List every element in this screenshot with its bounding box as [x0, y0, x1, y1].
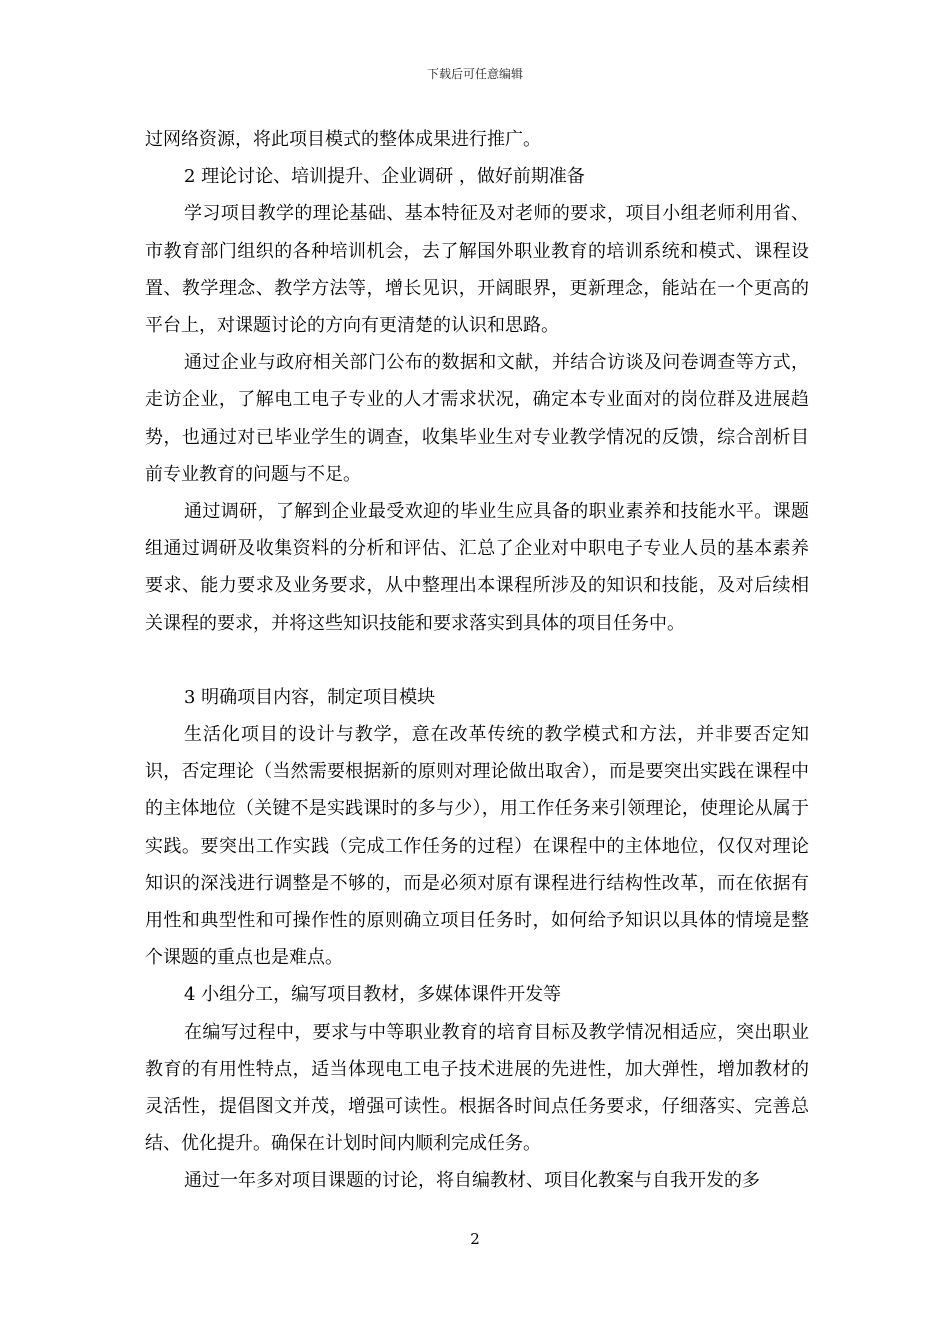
section-heading-3: 3 明确项目内容，制定项目模块	[184, 686, 436, 708]
document-body	[145, 121, 809, 1200]
paragraph-research-findings: 通过调研，了解到企业最受欢迎的毕业生应具备的职业素养和技能水平。课题组通过调研及收集资料的分析和评估、汇总了企业对中职电子专业人员的基本素养要求、能力要求及业务要求，从中整理出本课程所涉及的知识和技能，及对后续相关课程的要求，并将这些知识技能和要求落实到具体的项目任务中。	[145, 501, 809, 634]
paragraph-enterprise-survey: 通过企业与政府相关部门公布的数据和文献，并结合访谈及问卷调查等方式，走访企业，了解电工电子专业的人才需求状况，确定本专业面对的岗位群及进展趋势，也通过对已毕业学生的调查，收集毕业生对专业教学情况的反馈，综合剖析目前专业教育的问题与不足。	[145, 352, 809, 485]
section-heading-4: 4 小组分工，编写项目教材，多媒体课件开发等	[184, 984, 562, 1006]
paragraph-writing-process: 在编写过程中，要求与中等职业教育的培育目标及教学情况相适应，突出职业教育的有用性特点，适当体现电工电子技术进展的先进性，加大弹性，增加教材的灵活性，提倡图文并茂，增强可读性。根据各时间点任务要求，仔细落实、完善总结、优化提升。确保在计划时间内顺利完成任务。	[145, 1021, 809, 1155]
page-number: 2	[470, 1230, 480, 1248]
paragraph-theory-study: 学习项目教学的理论基础、基本特征及对老师的要求，项目小组老师利用省、市教育部门组织的各种培训机会，去了解国外职业教育的培训系统和模式、课程设置、教学理念、教学方法等，增长见识，开阔眼界，更新理念，能站在一个更高的平台上，对课题讨论的方向有更清楚的认识和思路。	[145, 203, 809, 337]
paragraph-project-design: 生活化项目的设计与教学，意在改革传统的教学模式和方法，并非要否定知识，否定理论（当然需要根据新的原则对理论做出取舍），而是要突出实践在课程中的主体地位（关键不是实践课时的多与少），用工作任务来引领理论，使理论从属于实践。要突出工作实践（完成工作任务的过程）在课程中的主体地位，仅仅对理论知识的深浅进行调整是不够的，而是必须对原有课程进行结构性改革，而在依据有用性和典型性和可操作性的原则确立项目任务时，如何给予知识以具体的情境是整个课题的重点也是难点。	[145, 724, 809, 969]
section-heading-2: 2 理论讨论、培训提升、企业调研 ，做好前期准备	[184, 166, 585, 188]
blank-line	[145, 642, 809, 679]
paragraph-continuation: 过网络资源，将此项目模式的整体成果进行推广。	[145, 129, 541, 150]
paragraph-summary-start: 通过一年多对项目课题的讨论，将自编教材、项目化教案与自我开发的多	[184, 1170, 760, 1192]
page-header: 下载后可任意编辑	[426, 67, 523, 81]
